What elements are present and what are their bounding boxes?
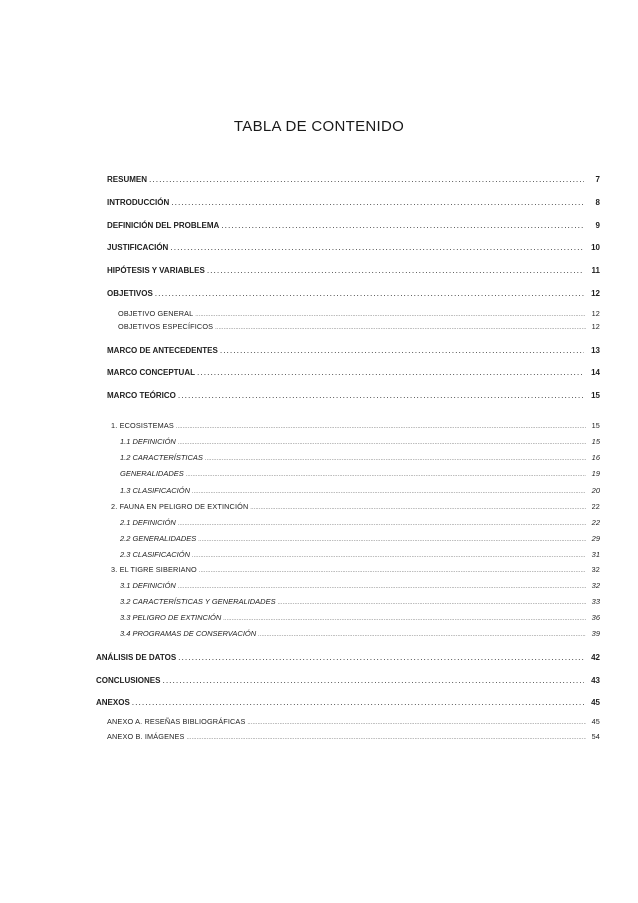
toc-label: 1.2 CARACTERÍSTICAS: [120, 453, 203, 462]
toc-label: ANEXOS: [96, 698, 130, 707]
toc-leader: [258, 632, 586, 638]
toc-label: 2. FAUNA EN PELIGRO DE EXTINCIÓN: [111, 502, 249, 511]
toc-leader: [195, 312, 586, 318]
toc-page-number: 15: [591, 437, 600, 446]
toc-label: 3.1 DEFINICIÓN: [120, 581, 176, 590]
toc-entry-tigre-peligro[interactable]: [120, 613, 600, 624]
toc-page-number: 39: [591, 629, 600, 638]
toc-page-number: 36: [591, 613, 600, 622]
toc-page-number: 15: [591, 421, 600, 430]
toc-label: 3.4 PROGRAMAS DE CONSERVACIÓN: [120, 629, 257, 638]
toc-leader: [205, 456, 586, 462]
toc-entry-hipotesis[interactable]: [107, 265, 600, 277]
toc-entry-eco-generalidades[interactable]: [120, 469, 600, 480]
toc-leader: [178, 584, 586, 590]
toc-entry-marco-teorico[interactable]: [107, 390, 600, 402]
toc-label: 2.1 DEFINICIÓN: [120, 518, 176, 527]
toc-entry-analisis[interactable]: [96, 652, 600, 664]
toc-leader: [155, 288, 584, 298]
toc-label: RESUMEN: [107, 175, 148, 184]
toc-page-number: 45: [591, 717, 600, 726]
toc-entry-introduccion[interactable]: [107, 197, 600, 209]
toc-label: 2.2 GENERALIDADES: [120, 534, 197, 543]
toc-label: HIPÓTESIS Y VARIABLES: [107, 266, 205, 275]
toc-label: MARCO TEÓRICO: [107, 391, 176, 400]
toc-leader: [176, 424, 586, 430]
toc-entry-eco-caracteristicas[interactable]: [120, 453, 600, 464]
toc-leader: [149, 174, 584, 184]
toc-leader: [250, 505, 586, 511]
toc-label: INTRODUCCIÓN: [107, 198, 170, 207]
toc-label: GENERALIDADES: [120, 469, 184, 478]
toc-label: 1. ECOSISTEMAS: [111, 421, 174, 430]
toc-page-number: 45: [591, 698, 600, 707]
toc-leader: [197, 367, 584, 377]
toc-label: ANEXO A. RESEÑAS BIBLIOGRÁFICAS: [107, 717, 246, 726]
toc-page-number: 9: [595, 221, 600, 230]
toc-page-number: 19: [591, 469, 600, 478]
toc-label: 3.3 PELIGRO DE EXTINCIÓN: [120, 613, 222, 622]
toc-page-number: 20: [591, 486, 600, 495]
toc-leader: [171, 197, 584, 207]
toc-label: OBJETIVO GENERAL: [118, 309, 194, 318]
toc-entry-ecosistemas[interactable]: [111, 421, 600, 432]
toc-label: OBJETIVOS ESPECÍFICOS: [118, 322, 214, 331]
toc-label: ANÁLISIS DE DATOS: [96, 653, 177, 662]
toc-entry-resumen[interactable]: [107, 174, 600, 186]
toc-page-number: 8: [595, 198, 600, 207]
toc-leader: [170, 242, 584, 252]
toc-leader: [199, 568, 586, 574]
toc-entry-eco-definicion[interactable]: [120, 437, 600, 448]
toc-entry-eco-clasificacion[interactable]: [120, 486, 600, 497]
toc-entry-fauna-generalidades[interactable]: [120, 534, 600, 545]
toc-page-number: 43: [591, 676, 600, 685]
toc-page-number: 31: [591, 550, 600, 559]
toc-leader: [215, 325, 586, 331]
toc-label: JUSTIFICACIÓN: [107, 243, 169, 252]
toc-entry-definicion-problema[interactable]: [107, 220, 600, 232]
toc-entry-marco-antecedentes[interactable]: [107, 345, 600, 357]
toc-page-number: 7: [595, 175, 600, 184]
toc-entry-objetivos-especificos[interactable]: [118, 322, 600, 333]
toc-page-number: 33: [591, 597, 600, 606]
toc-leader: [178, 521, 586, 527]
toc-leader: [178, 390, 584, 400]
toc-leader: [247, 720, 586, 726]
toc-leader: [186, 472, 586, 478]
toc-label: MARCO CONCEPTUAL: [107, 368, 195, 377]
toc-leader: [192, 553, 586, 559]
toc-leader: [132, 697, 584, 707]
toc-page-number: 16: [591, 453, 600, 462]
toc-label: 2.3 CLASIFICACIÓN: [120, 550, 191, 559]
toc-label: 1.1 DEFINICIÓN: [120, 437, 176, 446]
toc-leader: [162, 675, 584, 685]
toc-leader: [220, 345, 584, 355]
toc-entry-fauna-clasificacion[interactable]: [120, 550, 600, 561]
toc-entry-objetivos[interactable]: [107, 288, 600, 300]
toc-entry-conclusiones[interactable]: [96, 675, 600, 687]
toc-page-number: 32: [591, 581, 600, 590]
toc-label: 3.2 CARACTERÍSTICAS Y GENERALIDADES: [120, 597, 276, 606]
toc-page-number: 32: [591, 565, 600, 574]
toc-entry-fauna-definicion[interactable]: [120, 518, 600, 529]
toc-label: 3. EL TIGRE SIBERIANO: [111, 565, 197, 574]
toc-entry-fauna[interactable]: [111, 502, 600, 513]
toc-page-number: 42: [591, 653, 600, 662]
toc-entry-anexo-a[interactable]: [107, 717, 600, 728]
toc-entry-tigre[interactable]: [111, 565, 600, 576]
toc-leader: [223, 616, 586, 622]
toc-entry-tigre-programas[interactable]: [120, 629, 600, 640]
toc-entry-tigre-caracteristicas[interactable]: [120, 597, 600, 608]
toc-page-number: 12: [591, 322, 600, 331]
toc-entry-tigre-definicion[interactable]: [120, 581, 600, 592]
toc-page-number: 54: [591, 732, 600, 741]
toc-entry-marco-conceptual[interactable]: [107, 367, 600, 379]
toc-entry-anexos[interactable]: [96, 697, 600, 709]
toc-label: MARCO DE ANTECEDENTES: [107, 346, 218, 355]
toc-label: ANEXO B. IMÁGENES: [107, 732, 185, 741]
toc-leader: [192, 489, 586, 495]
toc-label: DEFINICIÓN DEL PROBLEMA: [107, 221, 220, 230]
toc-leader: [221, 220, 584, 230]
toc-page-number: 13: [591, 346, 600, 355]
toc-leader: [198, 537, 586, 543]
toc-leader: [178, 440, 586, 446]
toc-entry-justificacion[interactable]: [107, 242, 600, 254]
toc-leader: [278, 600, 586, 606]
toc-page-number: 14: [591, 368, 600, 377]
toc-page-number: 22: [591, 518, 600, 527]
toc-leader: [178, 652, 584, 662]
toc-page-number: 29: [591, 534, 600, 543]
toc-page-number: 12: [591, 309, 600, 318]
toc-page-number: 10: [591, 243, 600, 252]
toc-entry-anexo-b[interactable]: [107, 732, 600, 743]
toc-page-number: 22: [591, 502, 600, 511]
toc-page-number: 15: [591, 391, 600, 400]
toc-entry-objetivo-general[interactable]: [118, 309, 600, 320]
toc-page-number: 12: [591, 289, 600, 298]
toc-leader: [207, 265, 584, 275]
toc-leader: [187, 735, 586, 741]
toc-label: CONCLUSIONES: [96, 676, 161, 685]
toc-page-number: 11: [591, 266, 600, 275]
toc-label: 1.3 CLASIFICACIÓN: [120, 486, 191, 495]
page-title: TABLA DE CONTENIDO: [233, 118, 405, 135]
toc-label: OBJETIVOS: [107, 289, 153, 298]
